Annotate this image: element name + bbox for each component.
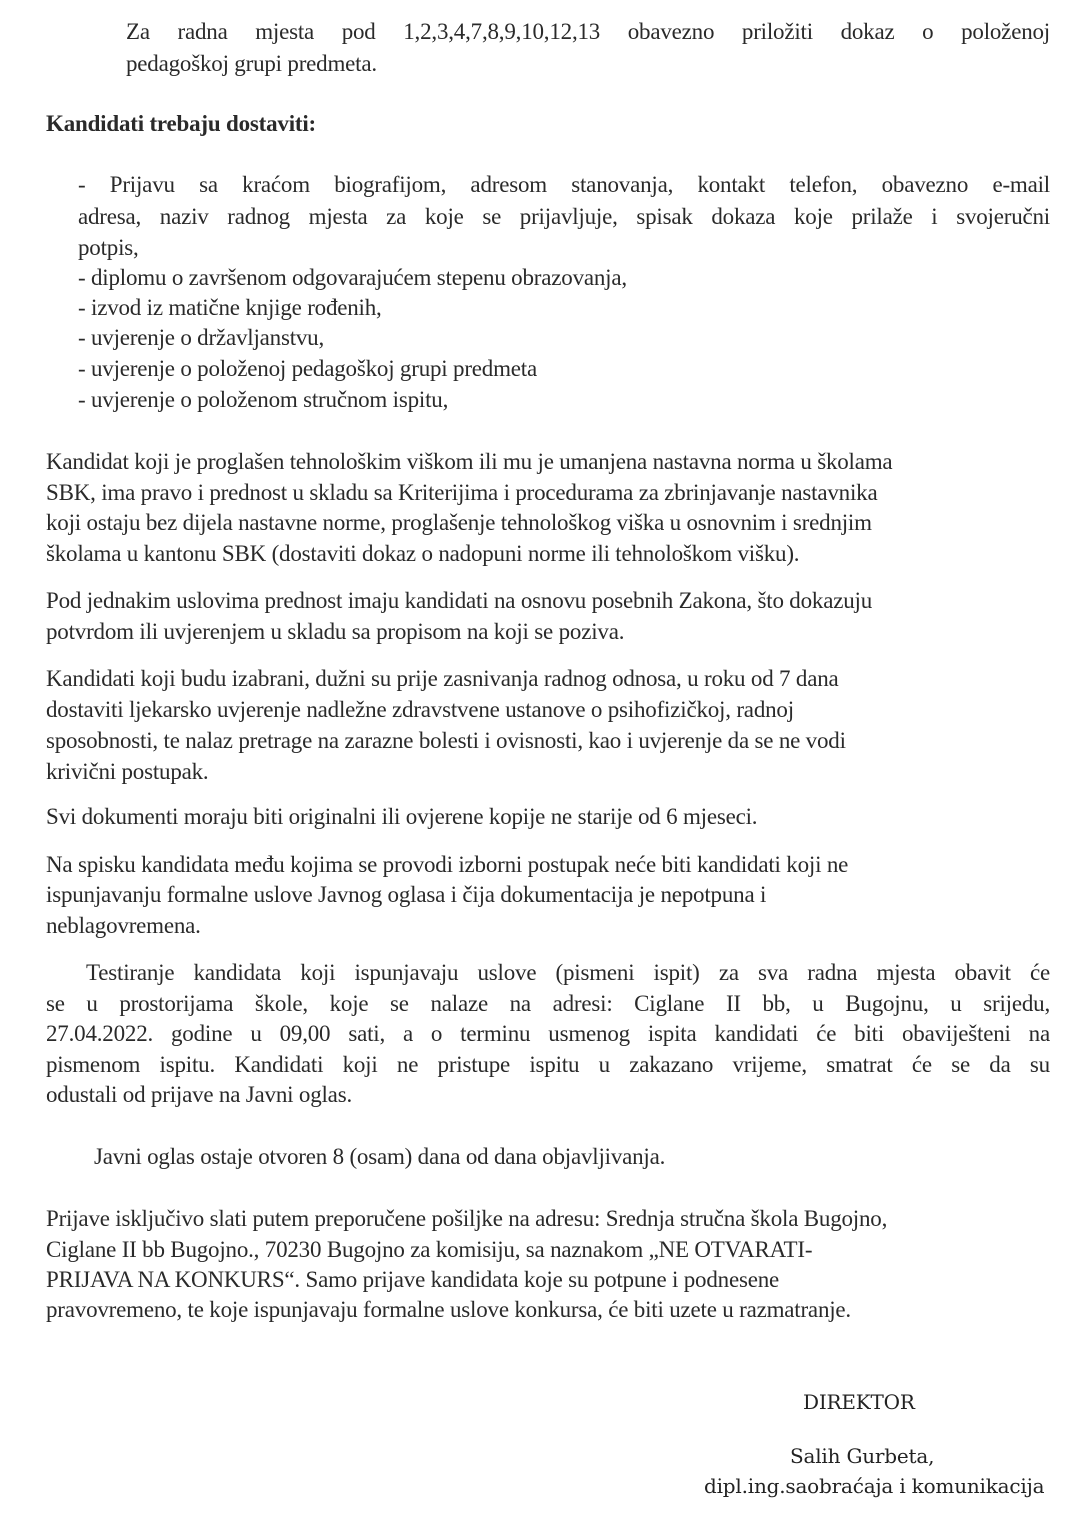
requirements-line: - Prijavu sa kraćom biografijom, adresom stanovanja, kontakt telefon, obavezno e-mail bbox=[78, 172, 1050, 197]
requirements-line: potpis, bbox=[78, 235, 139, 260]
paragraph-line: ispunjavanju formalne uslove Javnog oglasa i čija dokumentacija je nepotpuna i bbox=[46, 882, 767, 907]
paragraph-line: sposobnosti, te nalaz pretrage na zarazne bolesti i ovisnosti, kao i uvjerenje da se ne vodi bbox=[46, 728, 846, 753]
paragraph-line: Pod jednakim uslovima prednost imaju kandidati na osnovu posebnih Zakona, što dokazuju bbox=[46, 588, 873, 613]
paragraph-line: Javni oglas ostaje otvoren 8 (osam) dana od dana objavljivanja. bbox=[94, 1144, 666, 1169]
paragraph-line: školama u kantonu SBK (dostaviti dokaz o nadopuni norme ili tehnološkom višku). bbox=[46, 541, 800, 566]
requirements-line: - diplomu o završenom odgovarajućem stepenu obrazovanja, bbox=[78, 265, 627, 290]
signature-title: DIREKTOR bbox=[803, 1390, 915, 1414]
requirements-line: - uvjerenje o položenoj pedagoškoj grupi predmeta bbox=[78, 356, 537, 381]
requirements-line: - uvjerenje o položenom stručnom ispitu, bbox=[78, 387, 449, 412]
paragraph-line: Kandidat koji je proglašen tehnološkim viškom ili mu je umanjena nastavna norma u školama bbox=[46, 449, 893, 474]
section-heading: Kandidati trebaju dostaviti: bbox=[46, 111, 317, 136]
paragraph-line: Svi dokumenti moraju biti originalni ili ovjerene kopije ne starije od 6 mjeseci. bbox=[46, 804, 758, 829]
paragraph-line: Kandidati koji budu izabrani, dužni su prije zasnivanja radnog odnosa, u roku od 7 dana bbox=[46, 666, 839, 691]
paragraph-line: potvrdom ili uvjerenjem u skladu sa propisom na koji se poziva. bbox=[46, 619, 625, 644]
paragraph-line: SBK, ima pravo i prednost u skladu sa Kriterijima i procedurama za zbrinjavanje nastavnika bbox=[46, 480, 878, 505]
signature-credentials: dipl.ing.saobraćaja i komunikacija bbox=[704, 1474, 1045, 1498]
signature-name: Salih Gurbeta, bbox=[790, 1444, 935, 1468]
paragraph-line: pravovremeno, te koje ispunjavaju formalne uslove konkursa, će biti uzete u razmatranje. bbox=[46, 1297, 851, 1322]
paragraph-line: 27.04.2022. godine u 09,00 sati, a o terminu usmenog ispita kandidati će biti obaviješteni na bbox=[46, 1021, 1050, 1046]
paragraph-line: Prijave isključivo slati putem preporučene pošiljke na adresu: Srednja stručna škola Bugojno, bbox=[46, 1206, 888, 1231]
paragraph-line: PRIJAVA NA KONKURS“. Samo prijave kandidata koje su potpune i podnesene bbox=[46, 1267, 780, 1292]
requirements-line: - uvjerenje o državljanstvu, bbox=[78, 325, 325, 350]
paragraph-line: krivični postupak. bbox=[46, 759, 209, 784]
paragraph-line: neblagovremena. bbox=[46, 913, 201, 938]
paragraph-line: se u prostorijama škole, koje se nalaze na adresi: Ciglane II bb, u Bugojnu, u srijedu, bbox=[46, 991, 1050, 1016]
paragraph-line: koji ostaju bez dijela nastavne norme, proglašenje tehnološkog viška u osnovnim i srednjim bbox=[46, 510, 872, 535]
paragraph-line: Na spisku kandidata među kojima se provodi izborni postupak neće biti kandidati koji ne bbox=[46, 852, 849, 877]
paragraph-line: dostaviti ljekarsko uvjerenje nadležne zdravstvene ustanove o psihofizičkoj, radnoj bbox=[46, 697, 794, 722]
paragraph-line: Testiranje kandidata koji ispunjavaju uslove (pismeni ispit) za sva radna mjesta obavit će bbox=[86, 960, 1050, 985]
paragraph-line: pismenom ispitu. Kandidati koji ne pristupe ispitu u zakazano vrijeme, smatrat će se da su bbox=[46, 1052, 1050, 1077]
requirements-line: adresa, naziv radnog mjesta za koje se prijavljuje, spisak dokaza koje prilaže i svojeručni bbox=[78, 204, 1050, 229]
paragraph-line: odustali od prijave na Javni oglas. bbox=[46, 1082, 352, 1107]
requirements-line: - izvod iz matične knjige rođenih, bbox=[78, 295, 382, 320]
intro-line: Za radna mjesta pod 1,2,3,4,7,8,9,10,12,13 obavezno priložiti dokaz o položenoj bbox=[126, 19, 1050, 44]
intro-line: pedagoškoj grupi predmeta. bbox=[126, 51, 377, 76]
paragraph-line: Ciglane II bb Bugojno., 70230 Bugojno za komisiju, sa naznakom „NE OTVARATI- bbox=[46, 1237, 813, 1262]
